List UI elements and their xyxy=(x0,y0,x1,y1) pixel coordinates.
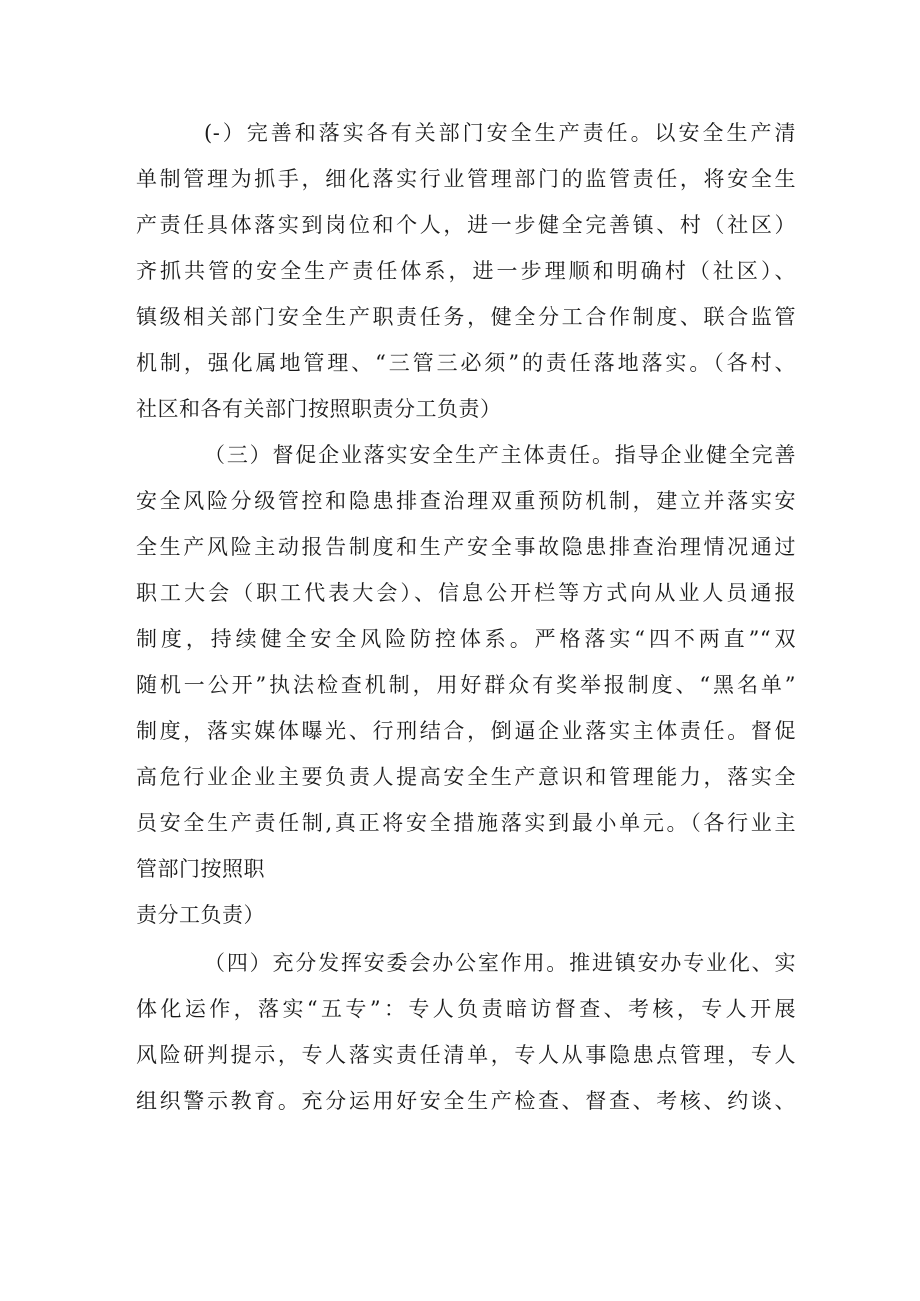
paragraph-2 xyxy=(136,432,796,938)
text-line: 职工大会（职工代表大会）、信息公开栏等方式向从业人员通报 xyxy=(136,581,796,605)
text-line: 制度，落实媒体曝光、行刑结合，倒逼企业落实主体责任。督促 xyxy=(136,719,796,743)
text-line: 责分工负责） xyxy=(136,903,265,927)
text-line: 员安全生产责任制,真正将安全措施落实到最小单元。（各行业主 xyxy=(136,811,796,835)
text-line: 组织警示教育。充分运用好安全生产检查、督查、考核、约谈、 xyxy=(136,1089,796,1113)
text-line: 体化运作，落实“五专”：专人负责暗访督查、考核，专人开展 xyxy=(136,997,796,1021)
text-line: 管部门按照职 xyxy=(136,857,265,881)
text-line: 高危行业企业主要负责人提高安全生产意识和管理能力，落实全 xyxy=(136,765,796,789)
text-line: 单制管理为抓手，细化落实行业管理部门的监管责任，将安全生 xyxy=(136,167,796,191)
text-line: 制度，持续健全安全风险防控体系。严格落实“四不两直”“双 xyxy=(136,627,796,651)
text-line: 全生产风险主动报告制度和生产安全事故隐患排查治理情况通过 xyxy=(136,535,796,559)
text-line: 风险研判提示，专人落实责任清单，专人从事隐患点管理，专人 xyxy=(136,1043,796,1067)
text-line: 社区和各有关部门按照职责分工负责） xyxy=(136,397,502,421)
text-line: 机制，强化属地管理、“三管三必须”的责任落地落实。（各村、 xyxy=(136,351,796,375)
text-line: (-）完善和落实各有关部门安全生产责任。以安全生产清 xyxy=(204,121,796,145)
paragraph-3 xyxy=(136,940,796,1124)
text-line: 安全风险分级管控和隐患排查治理双重预防机制，建立并落实安 xyxy=(136,489,796,513)
text-line: 产责任具体落实到岗位和个人，进一步健全完善镇、村（社区） xyxy=(136,213,796,237)
text-line: （三）督促企业落实安全生产主体责任。指导企业健全完善 xyxy=(204,443,796,467)
paragraph-1 xyxy=(136,110,796,432)
text-line: 镇级相关部门安全生产职责任务，健全分工合作制度、联合监管 xyxy=(136,305,796,329)
text-line: 齐抓共管的安全生产责任体系，进一步理顺和明确村（社区）、 xyxy=(136,259,796,283)
text-line: （四）充分发挥安委会办公室作用。推进镇安办专业化、实 xyxy=(204,951,796,975)
text-line: 随机一公开”执法检查机制，用好群众有奖举报制度、“黑名单” xyxy=(136,673,796,697)
